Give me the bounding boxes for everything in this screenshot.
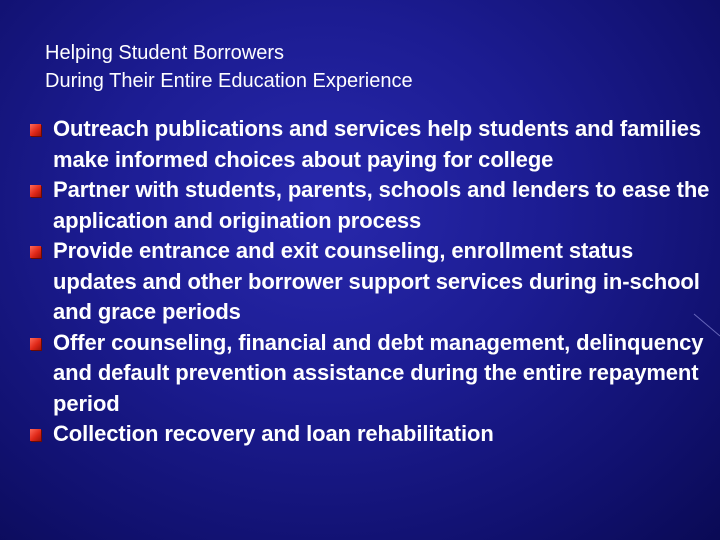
red-square-bullet-icon [30, 338, 41, 350]
bullet-text: Outreach publications and services help students and families make informed choices about paying for college [53, 116, 701, 172]
bullet-text: Offer counseling, financial and debt management, delinquency and default prevention assistance during the entire repayment period [53, 329, 704, 416]
red-square-bullet-icon [30, 124, 41, 136]
red-square-bullet-icon [30, 185, 41, 197]
slide-title [45, 39, 685, 95]
red-square-bullet-icon [30, 429, 41, 441]
red-square-bullet-icon [30, 246, 41, 258]
bullet-item-debt-management [30, 328, 710, 420]
bullet-text: Partner with students, parents, schools and lenders to ease the application and origination process [53, 177, 710, 233]
slide-title-line-1: Helping Student Borrowers [45, 42, 285, 64]
bullet-item-partner [30, 175, 710, 236]
bullet-text: Collection recovery and loan rehabilitation [53, 421, 494, 446]
bullet-item-collection [30, 419, 710, 450]
slide-title-line-2: During Their Entire Education Experience [45, 70, 413, 92]
bullet-item-counseling [30, 236, 710, 328]
bullet-text: Provide entrance and exit counseling, enrollment status updates and other borrower support services during in-school and grace periods [53, 238, 700, 324]
decorative-line [690, 310, 720, 340]
bullet-item-outreach [30, 114, 710, 175]
bullet-list [30, 114, 710, 450]
